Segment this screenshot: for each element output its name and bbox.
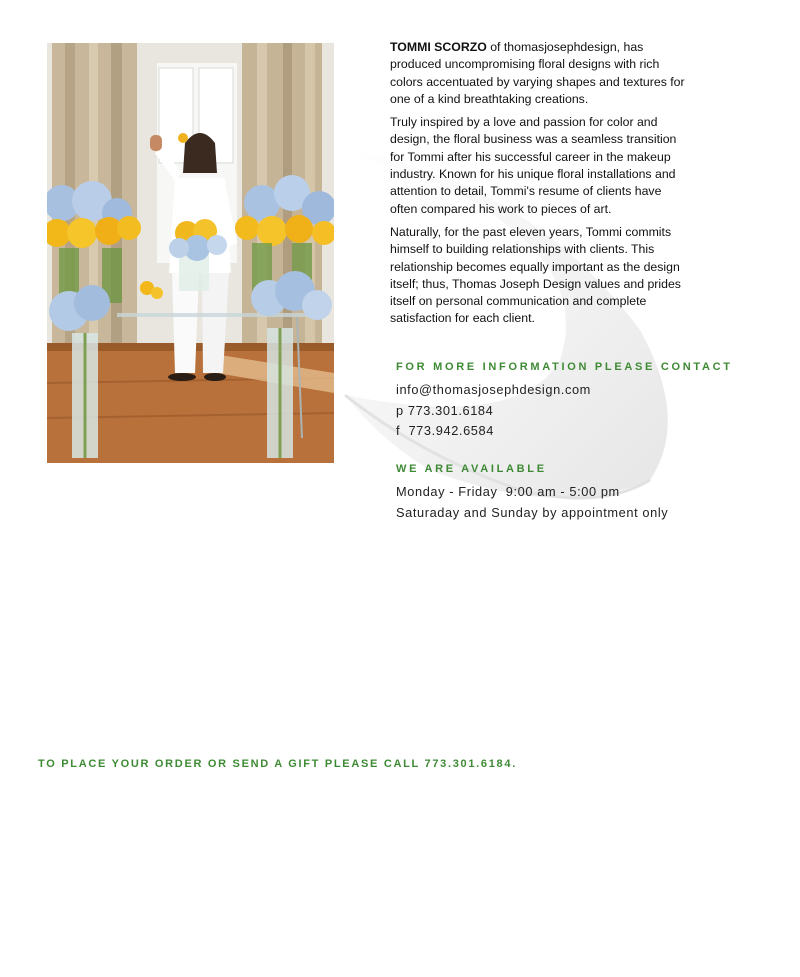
bio-paragraph-1-text: of thomasjosephdesign, has produced uncompromising floral designs with rich colors accentuated by varying shapes and textures for one of a kind breathtaking creations.: [390, 40, 685, 106]
contact-email[interactable]: info@thomasjosephdesign.com: [396, 382, 591, 397]
designer-name: TOMMI SCORZO: [390, 40, 487, 54]
availability-section: [396, 463, 776, 523]
designer-photo: [47, 43, 334, 463]
availability-weekdays: Monday - Friday 9:00 am - 5:00 pm: [396, 484, 620, 499]
order-call-to-action: TO PLACE YOUR ORDER OR SEND A GIFT PLEASE CALL 773.301.6184.: [38, 758, 517, 770]
bio-paragraph-3: Naturally, for the past eleven years, Tommi commits himself to building relationships with clients. This relationship becomes equally important as the design itself; thus, Thomas Joseph Design values and prides itself on personal communication and complete satisfaction for each client.: [390, 224, 681, 326]
contact-phone: p 773.301.6184: [396, 402, 494, 418]
bio-paragraph-2: Truly inspired by a love and passion for color and design, the floral business was a seamless transition for Tommi after his successful career in the makeup industry. Known for his unique floral installations and attention to detail, Tommi's resume of clients have often compared his work to pieces of art.: [390, 115, 677, 216]
bio-paragraph-1: [390, 39, 690, 108]
contact-heading: FOR MORE INFORMATION PLEASE CONTACT: [396, 361, 733, 373]
availability-heading: WE ARE AVAILABLE: [396, 463, 547, 475]
contact-fax: f 773.942.6584: [396, 423, 494, 439]
availability-weekend: Saturaday and Sunday by appointment only: [396, 504, 669, 520]
contact-section: [396, 361, 756, 442]
biography: [390, 39, 690, 334]
